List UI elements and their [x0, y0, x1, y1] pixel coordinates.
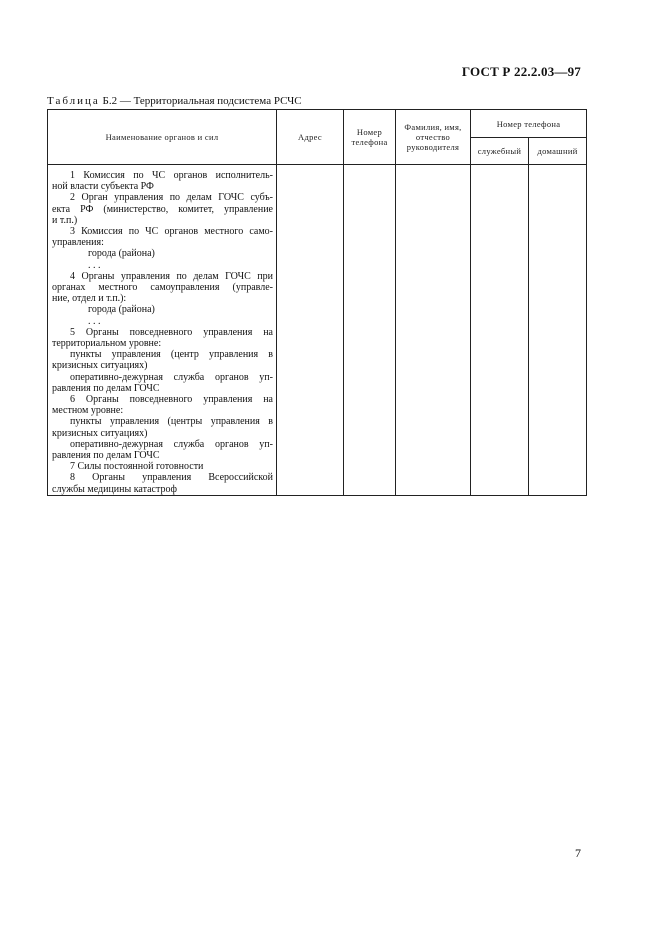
header-phone: Номер телефона: [344, 110, 396, 165]
organs-list-cell: [48, 165, 277, 496]
table-body-row: [48, 165, 587, 496]
organ-line: кризисных ситуациях): [52, 360, 148, 372]
header-phone-group: Номер телефона: [471, 110, 587, 138]
phone-cell: [344, 165, 396, 496]
organ-line: равления по делам ГОЧС: [52, 382, 160, 394]
organ-line: местном уровне:: [52, 405, 124, 417]
organ-line: кризисных ситуациях): [52, 427, 148, 439]
territorial-subsystem-table: [47, 109, 587, 496]
organ-line: 3 Комиссия по ЧС органов местного само-: [70, 226, 273, 238]
organ-line: управления:: [52, 237, 104, 249]
organ-line: территориальном уровне:: [52, 338, 162, 350]
table-caption-text: Б.2 — Территориальная подсистема РСЧС: [99, 95, 302, 107]
header-phone-work: служебный: [471, 138, 529, 165]
table-caption: [47, 95, 302, 107]
address-cell: [277, 165, 344, 496]
table-caption-label: Таблица: [47, 95, 100, 107]
organ-line: 8 Органы управления Всероссийской: [70, 472, 273, 484]
organ-line: екта РФ (министерство, комитет, управление: [52, 203, 273, 215]
organ-line: ние, отдел и т.п.):: [52, 293, 127, 305]
document-code: ГОСТ Р 22.2.03—97: [461, 64, 581, 79]
header-address: Адрес: [277, 110, 344, 165]
organ-line: оперативно-дежурная служба органов уп-: [70, 438, 273, 450]
organ-line: 1 Комиссия по ЧС органов исполнитель-: [70, 170, 273, 181]
organ-line: 5 Органы повседневного управления на: [70, 326, 273, 338]
organ-line: . . .: [88, 259, 101, 271]
table-header-row-1: [48, 110, 587, 138]
head-name-cell: [396, 165, 471, 496]
organ-line: города (района): [88, 304, 155, 316]
header-head-name: Фамилия, имя, отчество руководителя: [396, 110, 471, 165]
organ-line: равления по делам ГОЧС: [52, 450, 160, 462]
organ-line: 7 Силы постоянной готовности: [70, 461, 204, 473]
organ-line: 4 Органы управления по делам ГОЧС при: [70, 270, 273, 282]
organ-line: города (района): [88, 248, 155, 260]
phone-home-cell: [529, 165, 587, 496]
phone-work-cell: [471, 165, 529, 496]
page-number: 7: [575, 846, 581, 860]
organ-line: 2 Орган управления по делам ГОЧС субъ-: [70, 192, 273, 204]
header-phone-home: домашний: [529, 138, 587, 165]
organ-line: ной власти субъекта РФ: [52, 181, 154, 193]
organ-line: 6 Органы повседневного управления на: [70, 394, 273, 406]
organ-line: службы медицины катастроф: [52, 483, 177, 495]
organ-line: и т.п.): [52, 214, 78, 226]
header-name: Наименование органов и сил: [48, 110, 277, 165]
organ-line: . . .: [88, 315, 101, 327]
organ-line: пункты управления (центры управления в: [70, 416, 273, 428]
organ-line: оперативно-дежурная служба органов уп-: [70, 371, 273, 383]
organ-line: пункты управления (центр управления в: [70, 349, 273, 361]
organ-line: органах местного самоуправления (управле-: [52, 282, 273, 294]
